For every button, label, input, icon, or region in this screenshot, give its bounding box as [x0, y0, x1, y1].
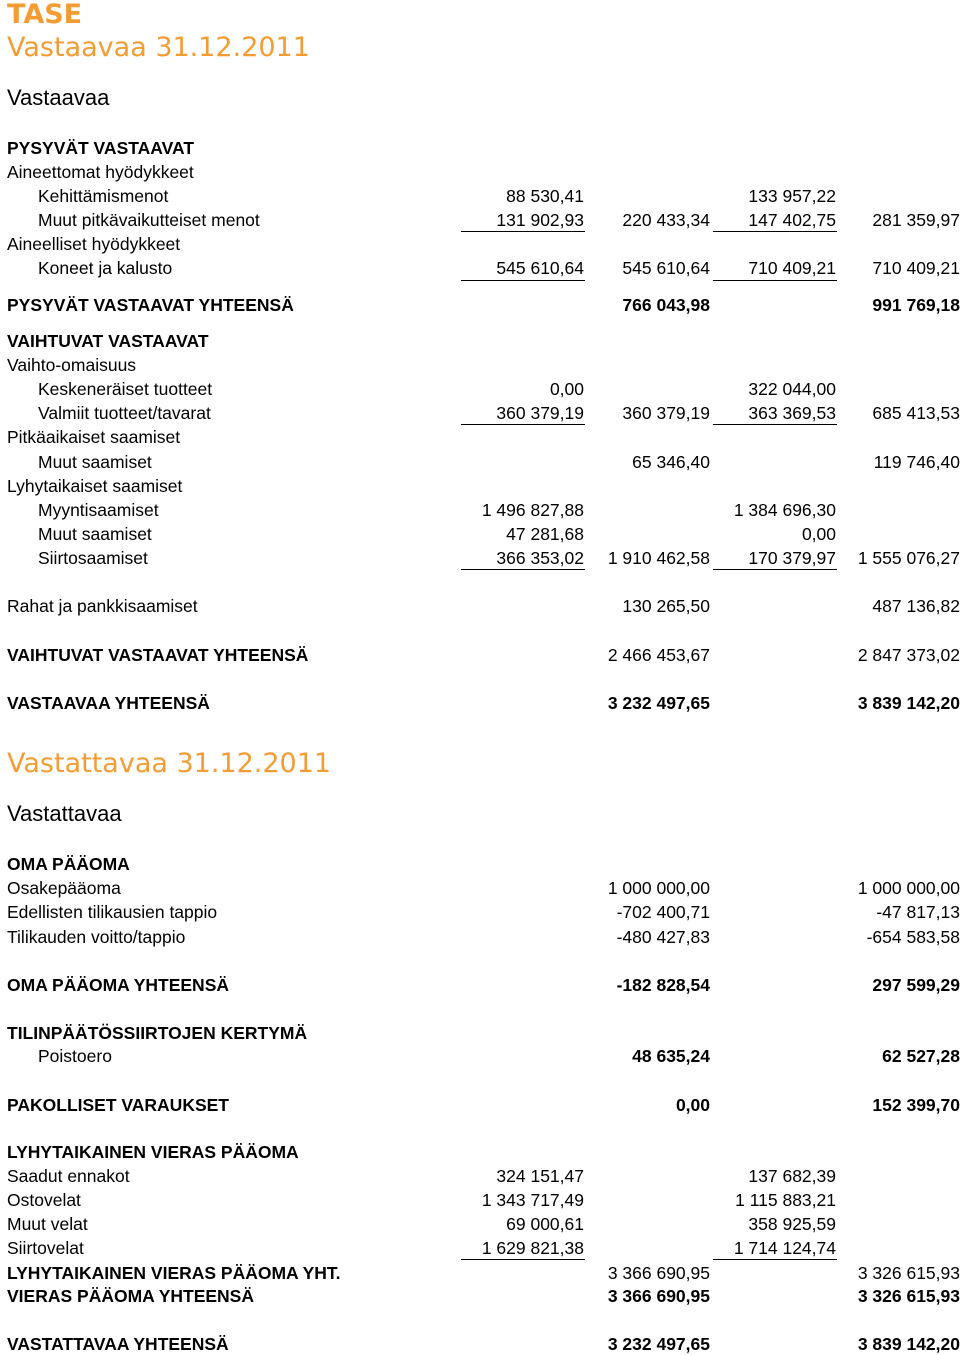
table-cell: 545 610,64 — [496, 258, 584, 278]
table-cell: 220 433,34 — [622, 210, 710, 230]
table-cell: 281 359,97 — [872, 210, 960, 230]
table-cell: 3 326 615,93 — [857, 1286, 960, 1306]
underline — [461, 424, 585, 425]
table-cell: 88 530,41 — [506, 186, 584, 206]
table-row-label: OMA PÄÄOMA YHTEENSÄ — [7, 975, 230, 995]
underline — [713, 569, 837, 570]
underline — [713, 280, 837, 281]
table-row-label: Saadut ennakot — [7, 1166, 130, 1186]
table-cell: 1 496 827,88 — [481, 500, 584, 520]
table-cell: 137 682,39 — [748, 1166, 836, 1186]
table-cell: 147 402,75 — [748, 210, 836, 230]
table-row-label: LYHYTAIKAINEN VIERAS PÄÄOMA — [7, 1142, 299, 1162]
table-cell: 1 384 696,30 — [733, 500, 836, 520]
table-cell: 1 910 462,58 — [607, 548, 710, 568]
table-cell: 1 714 124,74 — [733, 1238, 836, 1258]
table-row-label: VIERAS PÄÄOMA YHTEENSÄ — [7, 1286, 254, 1306]
page-title: TASE — [7, 0, 83, 30]
table-cell: 152 399,70 — [872, 1095, 960, 1115]
table-cell: 3 366 690,95 — [607, 1263, 710, 1283]
table-cell: 487 136,82 — [872, 596, 960, 616]
assets-heading: Vastaavaa — [7, 85, 110, 110]
table-cell: 0,00 — [801, 524, 836, 544]
table-row-label: Muut saamiset — [38, 452, 152, 472]
table-cell: 710 409,21 — [748, 258, 836, 278]
table-row-label: Myyntisaamiset — [38, 500, 159, 520]
table-row-label: Valmiit tuotteet/tavarat — [38, 403, 211, 423]
table-row-label: Siirtosaamiset — [38, 548, 148, 568]
table-row-label: Poistoero — [38, 1046, 112, 1066]
underline — [461, 1259, 585, 1260]
table-cell: 130 265,50 — [622, 596, 710, 616]
table-cell: 119 746,40 — [873, 452, 960, 472]
table-cell: 2 847 373,02 — [857, 645, 960, 665]
assets-subtitle: Vastaavaa 31.12.2011 — [7, 32, 310, 63]
table-row-label: Keskeneräiset tuotteet — [38, 379, 213, 399]
table-cell: 3 232 497,65 — [607, 693, 710, 713]
underline — [461, 231, 585, 232]
table-cell: 1 115 883,21 — [735, 1190, 836, 1210]
table-row-label: Tilikauden voitto/tappio — [7, 927, 186, 947]
table-cell: -480 427,83 — [616, 927, 710, 947]
table-row-label: Siirtovelat — [7, 1238, 84, 1258]
table-cell: 358 925,59 — [748, 1214, 836, 1234]
table-cell: 3 839 142,20 — [857, 1334, 960, 1354]
liabilities-heading: Vastattavaa — [7, 801, 122, 826]
table-cell: 3 366 690,95 — [607, 1286, 710, 1306]
table-cell: 133 957,22 — [748, 186, 836, 206]
table-cell: 710 409,21 — [872, 258, 960, 278]
table-row-label: VASTAAVAA YHTEENSÄ — [7, 693, 210, 713]
table-cell: 991 769,18 — [872, 295, 960, 315]
liabilities-subtitle: Vastattavaa 31.12.2011 — [7, 748, 332, 779]
table-row-label: Pitkäaikaiset saamiset — [7, 427, 181, 447]
table-cell: 1 000 000,00 — [607, 878, 710, 898]
table-cell: 360 379,19 — [496, 403, 584, 423]
table-cell: 47 281,68 — [506, 524, 584, 544]
table-cell: 3 326 615,93 — [857, 1263, 960, 1283]
table-cell: 2 466 453,67 — [607, 645, 710, 665]
table-cell: 62 527,28 — [882, 1046, 960, 1066]
table-row-label: Aineelliset hyödykkeet — [7, 234, 181, 254]
table-row-label: Aineettomat hyödykkeet — [7, 162, 194, 182]
table-row-label: Edellisten tilikausien tappio — [7, 902, 218, 922]
table-row-label: Muut velat — [7, 1214, 88, 1234]
table-cell: 1 000 000,00 — [857, 878, 960, 898]
table-row-label: TILINPÄÄTÖSSIIRTOJEN KERTYMÄ — [7, 1023, 308, 1043]
underline — [713, 1259, 837, 1260]
table-cell: 324 151,47 — [496, 1166, 584, 1186]
table-row-label: Vaihto-omaisuus — [7, 355, 137, 375]
table-row-label: Kehittämismenot — [38, 186, 169, 206]
table-cell: -47 817,13 — [876, 902, 960, 922]
table-cell: 366 353,02 — [496, 548, 584, 568]
table-cell: 1 343 717,49 — [481, 1190, 584, 1210]
table-row-label: VASTATTAVAA YHTEENSÄ — [7, 1334, 229, 1354]
underline — [713, 424, 837, 425]
table-cell: -654 583,58 — [866, 927, 960, 947]
table-row-label: Koneet ja kalusto — [38, 258, 173, 278]
table-cell: 322 044,00 — [748, 379, 836, 399]
table-cell: 1 629 821,38 — [481, 1238, 584, 1258]
table-cell: 3 839 142,20 — [857, 693, 960, 713]
table-cell: 363 369,53 — [748, 403, 836, 423]
table-row-label: PAKOLLISET VARAUKSET — [7, 1095, 229, 1115]
table-row-label: Muut pitkävaikutteiset menot — [38, 210, 260, 230]
table-cell: 297 599,29 — [872, 975, 960, 995]
table-row-label: VAIHTUVAT VASTAAVAT — [7, 331, 209, 351]
table-cell: 0,00 — [549, 379, 584, 399]
table-cell: 766 043,98 — [622, 295, 710, 315]
table-row-label: VAIHTUVAT VASTAAVAT YHTEENSÄ — [7, 645, 309, 665]
table-cell: 360 379,19 — [622, 403, 710, 423]
table-cell: 0,00 — [675, 1095, 710, 1115]
table-cell: 69 000,61 — [506, 1214, 584, 1234]
table-cell: -702 400,71 — [616, 902, 710, 922]
table-cell: 685 413,53 — [872, 403, 960, 423]
table-row-label: Lyhytaikaiset saamiset — [7, 476, 183, 496]
table-cell: 48 635,24 — [632, 1046, 710, 1066]
table-row-label: Ostovelat — [7, 1190, 81, 1210]
underline — [713, 231, 837, 232]
table-cell: 3 232 497,65 — [607, 1334, 710, 1354]
table-cell: -182 828,54 — [616, 975, 710, 995]
underline — [461, 569, 585, 570]
table-cell: 131 902,93 — [496, 210, 584, 230]
table-cell: 545 610,64 — [622, 258, 710, 278]
table-cell: 170 379,97 — [748, 548, 836, 568]
table-row-label: Rahat ja pankkisaamiset — [7, 596, 198, 616]
table-cell: 65 346,40 — [632, 452, 710, 472]
table-cell: 1 555 076,27 — [857, 548, 960, 568]
table-row-label: Muut saamiset — [38, 524, 152, 544]
underline — [461, 280, 585, 281]
table-row-label: PYSYVÄT VASTAAVAT — [7, 138, 195, 158]
table-row-label: OMA PÄÄOMA — [7, 854, 130, 874]
table-row-label: LYHYTAIKAINEN VIERAS PÄÄOMA YHT. — [7, 1263, 341, 1283]
table-row-label: PYSYVÄT VASTAAVAT YHTEENSÄ — [7, 295, 294, 315]
table-row-label: Osakepääoma — [7, 878, 121, 898]
